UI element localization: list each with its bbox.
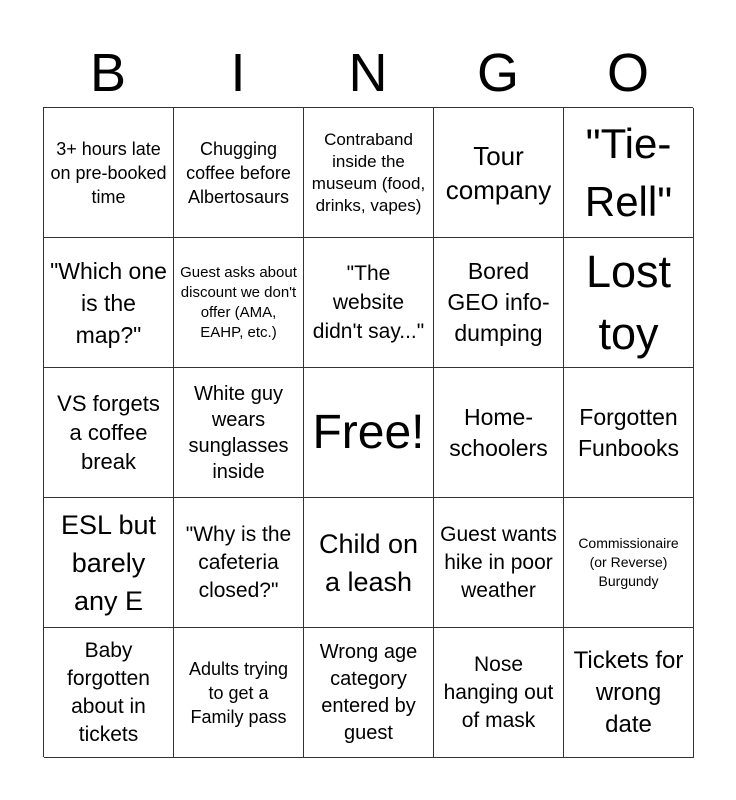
cell-text: Chugging coffee before Albertosaurs <box>186 138 291 207</box>
bingo-cell-5-4[interactable] <box>434 628 564 758</box>
cell-text: Commissionaire (or Reverse) Burgundy <box>578 535 679 589</box>
bingo-cell-1-4[interactable] <box>434 108 564 238</box>
cell-text: White guy wears sunglasses inside <box>188 382 289 483</box>
bingo-cell-3-1[interactable] <box>44 368 174 498</box>
cell-text: Guest asks about discount we don't offer (AMA, EAHP, etc.) <box>180 263 297 341</box>
bingo-cell-5-5[interactable] <box>564 628 694 758</box>
bingo-cell-5-1[interactable] <box>44 628 174 758</box>
cell-text: Tour company <box>445 140 552 205</box>
free-space-text: Free! <box>312 405 425 459</box>
cell-text: Child on a leash <box>318 528 419 597</box>
bingo-cell-5-2[interactable] <box>174 628 304 758</box>
bingo-cell-2-3[interactable] <box>304 238 434 368</box>
header-letter-i: I <box>230 43 246 103</box>
bingo-cell-2-2[interactable] <box>174 238 304 368</box>
header-letter-b: B <box>89 43 127 103</box>
header-letter-o: O <box>606 43 649 103</box>
cell-text: "Which one is the map?" <box>50 257 167 348</box>
cell-text: 3+ hours late on pre-booked time <box>50 138 167 207</box>
bingo-cell-2-1[interactable] <box>44 238 174 368</box>
bingo-cell-1-5[interactable] <box>564 108 694 238</box>
cell-text: ESL but barely any E <box>60 509 157 616</box>
bingo-cell-4-5[interactable] <box>564 498 694 628</box>
bingo-cell-3-4[interactable] <box>434 368 564 498</box>
bingo-cell-5-3[interactable] <box>304 628 434 758</box>
cell-text: "Tie-Rell" <box>584 119 673 225</box>
bingo-cell-3-5[interactable] <box>564 368 694 498</box>
cell-text: Home-schoolers <box>449 403 548 461</box>
bingo-cell-3-2[interactable] <box>174 368 304 498</box>
bingo-cell-2-5[interactable] <box>564 238 694 368</box>
cell-text: Bored GEO info-dumping <box>447 258 550 346</box>
bingo-cell-4-1[interactable] <box>44 498 174 628</box>
cell-text: Lost toy <box>585 245 672 359</box>
cell-text: VS forgets a coffee break <box>57 391 160 474</box>
cell-text: Wrong age category entered by guest <box>319 640 418 744</box>
cell-text: "The website didn't say..." <box>312 262 425 343</box>
bingo-cell-1-1[interactable] <box>44 108 174 238</box>
header-letter-n: N <box>348 43 388 103</box>
cell-text: Adults trying to get a Family pass <box>188 658 289 727</box>
bingo-cell-3-3[interactable] <box>304 368 434 498</box>
cell-text: Guest wants hike in poor weather <box>440 522 557 602</box>
cell-text: "Why is the cafeteria closed?" <box>185 522 292 602</box>
bingo-board <box>43 107 693 757</box>
bingo-cell-2-4[interactable] <box>434 238 564 368</box>
bingo-cell-4-4[interactable] <box>434 498 564 628</box>
header-letter-g: G <box>476 43 519 103</box>
cell-text: Tickets for wrong date <box>573 646 684 738</box>
cell-text: Forgotten Funbooks <box>577 403 679 461</box>
cell-text: Baby forgotten about in tickets <box>67 638 150 746</box>
bingo-cell-4-3[interactable] <box>304 498 434 628</box>
bingo-cell-1-3[interactable] <box>304 108 434 238</box>
cell-text: Contraband inside the museum (food, drinks, vapes) <box>311 129 426 215</box>
bingo-header <box>43 40 693 106</box>
cell-text: Nose hanging out of mask <box>443 652 554 732</box>
bingo-cell-4-2[interactable] <box>174 498 304 628</box>
bingo-cell-1-2[interactable] <box>174 108 304 238</box>
